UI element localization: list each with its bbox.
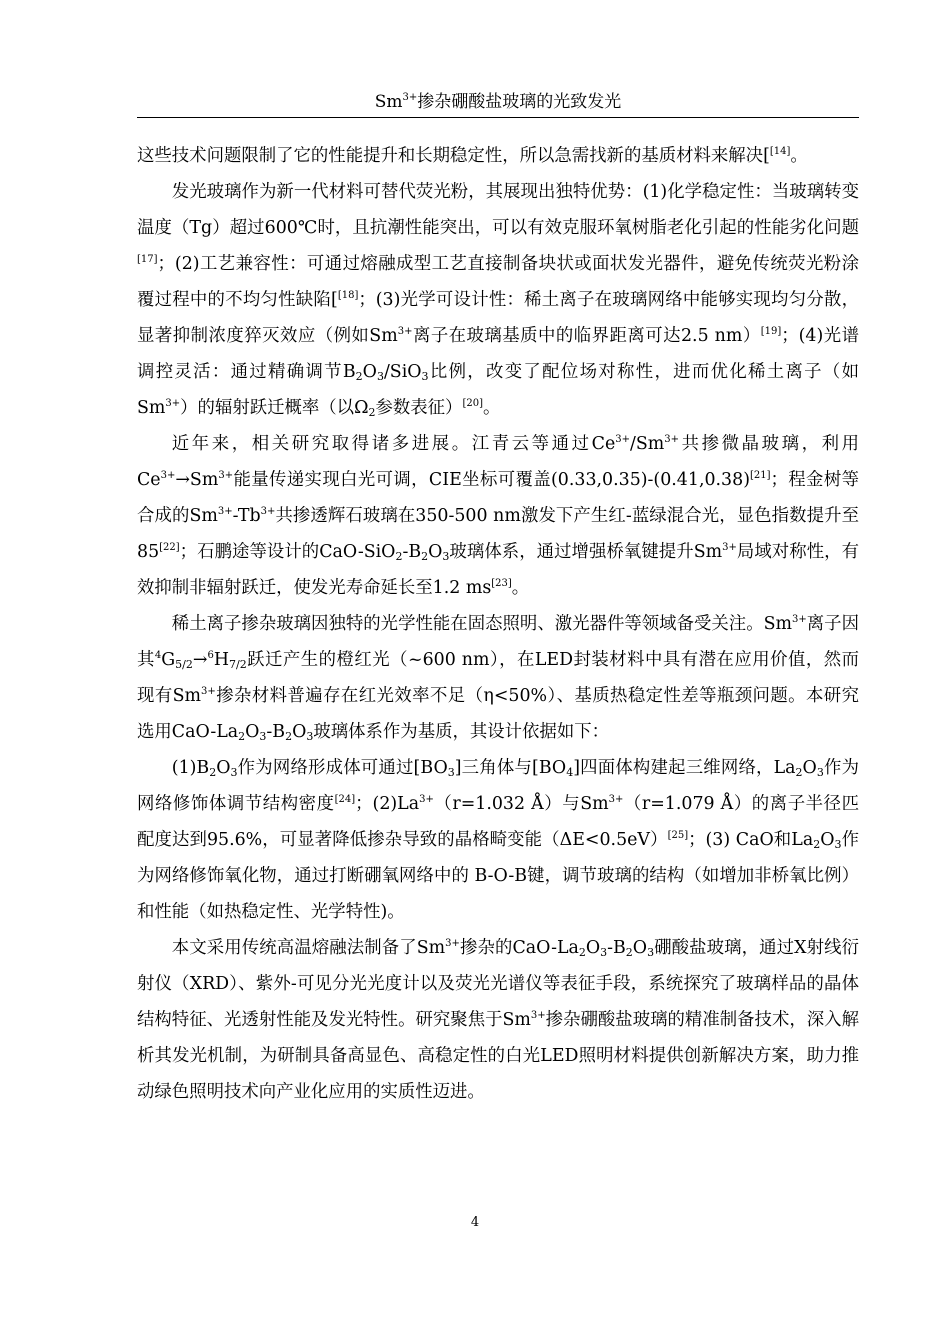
subscript: 2 [395,550,403,563]
text-run: ）的辐射跃迁概率（以Ω [180,398,369,418]
subscript: 7/2 [228,658,247,671]
text-run: -Tb [232,506,261,526]
text-run: O [428,542,443,562]
paragraph-continuation [137,138,859,174]
text-run: ]四面体构建起三维网络，La [573,758,796,778]
header-rule [137,117,859,118]
superscript: 3+ [664,434,680,445]
subscript: 3 [421,370,429,383]
text-run: 掺杂的CaO-La [459,938,579,958]
superscript: [22] [159,542,180,553]
subscript: 3 [259,730,267,743]
superscript: 3+ [445,938,460,949]
text-run: /SiO [383,362,422,382]
subscript: 3 [600,946,608,959]
superscript: [18] [337,290,359,301]
text-run: O [216,758,231,778]
superscript: 4 [154,650,162,661]
text-run: 发光玻璃作为新一代材料可替代荧光粉，其展现出独特优势：(1)化学稳定性：当玻璃转变温度（Tg）超过600℃时，且抗潮性能突出，可以有效克服环氧树脂老化引起的性能劣化问题 [137,182,859,238]
subscript: 2 [368,406,376,419]
superscript: 3+ [792,614,807,625]
text-run: 这些技术问题限制了它的性能提升和长期稳定性，所以急需找新的基质材料来解决[ [137,146,770,166]
body-text [137,138,859,1110]
text-run: → [192,650,208,670]
header-title-prefix: Sm [374,92,403,112]
superscript: 3+ [217,506,233,517]
text-run: 近年来，相关研究取得诸多进展。江青云等通过Ce [171,434,616,454]
text-run: ；(2)工艺兼容性：可通过熔融成型工艺直接制备块状或面状发光器件，避免传统荧光粉涂覆过程中的不均匀性缺陷[ [137,254,859,310]
text-run: 硼酸盐玻璃，通过X射线衍射仪（XRD）、紫外-可见分光光度计以及荧光光谱仪等表征手段，系统探究了玻璃样品的晶体结构特征、光透射性能及发光特性。研究聚焦于Sm [137,938,860,1030]
paragraph-recent-progress [137,426,859,606]
superscript: 3+ [397,326,413,337]
superscript: [23] [491,578,512,589]
subscript: 2 [578,946,586,959]
superscript: [14] [769,146,791,157]
superscript: 3+ [260,506,276,517]
text-run: 玻璃体系作为基质，其设计依据如下： [313,722,609,742]
superscript: [19] [760,326,782,337]
text-run: 。 [511,578,530,598]
text-run: 比例，改变了配位场对称性，进而优化稀土离子（如Sm [137,362,860,418]
text-run: O [802,758,817,778]
text-run: 。 [482,398,501,418]
text-run: ；程金树等合成的Sm [137,470,859,526]
subscript: 2 [795,766,803,779]
subscript: 3 [306,730,314,743]
superscript: 3+ [218,470,234,481]
text-run: G [161,650,176,670]
text-run: -B [607,938,626,958]
superscript: 3+ [722,542,737,553]
text-run: ；(4)光谱调控灵活：通过精确调节B [137,326,859,382]
text-run: 。 [790,146,808,166]
text-run: -B [266,722,286,742]
text-run: ；石鹏途等设计的CaO-SiO [179,542,396,562]
running-header [137,90,859,115]
superscript: [21] [749,470,771,481]
subscript: 2 [209,766,217,779]
subscript: 5/2 [175,658,193,671]
subscript: 3 [442,550,450,563]
paragraph-design-basis [137,750,859,930]
text-run: 本文采用传统高温熔融法制备了Sm [171,938,446,958]
text-run: 共掺微晶玻璃，利用Ce [137,434,859,490]
paragraph-rare-earth-doped-glass [137,606,859,750]
subscript: 3 [376,370,384,383]
subscript: 2 [285,730,293,743]
text-run: (1)B [171,758,210,778]
text-run: 跃迁产生的橙红光（~600 nm），在LED封装材料中具有潜在应用价值，然而现有Sm [137,650,859,706]
text-run: （r=1.032 Å）与Sm [433,794,609,814]
paragraph-study-summary [137,930,859,1110]
superscript: 3+ [165,398,181,409]
text-run: 离子在玻璃基质中的临界距离可达2.5 nm） [412,326,761,346]
superscript: [24] [334,794,356,805]
text-run: O [362,362,377,382]
text-run: 局域对称性，有效抑制非辐射跃迁，使发光寿命延长至1.2 ms [137,542,859,598]
text-run: H [213,650,229,670]
text-run: ；(3) CaO和La [688,830,814,850]
superscript: [20] [462,398,483,409]
text-run: ]三角体与[BO [454,758,567,778]
subscript: 3 [647,946,655,959]
page-number: 4 [470,1215,480,1230]
text-run: 参数表征） [375,398,463,418]
subscript: 3 [447,766,455,779]
paragraph-luminescent-glass-advantages [137,174,859,426]
text-run: /Sm [630,434,665,454]
text-run: ；(3)光学可设计性：稀土离子在玻璃网络中能够实现均匀分散，显著抑制浓度猝灭效应（例如Sm [137,290,859,346]
text-run: O [820,830,835,850]
subscript: 2 [813,838,821,851]
superscript: 3+ [608,794,624,805]
superscript: 3+ [419,794,434,805]
text-run: O [292,722,307,742]
text-run: 掺杂材料普遍存在红光效率不足（η<50%）、基质热稳定性差等瓶颈问题。本研究选用CaO-La [137,686,859,742]
superscript: [25] [667,830,689,841]
subscript: 2 [355,370,363,383]
superscript: 3+ [201,686,216,697]
text-run: 作为网络修饰氧化物，通过打断硼氧网络中的 B-O-B键，调节玻璃的结构（如增加非桥氧比例）和性能（如热稳定性、光学特性)。 [137,830,859,922]
subscript: 3 [816,766,824,779]
text-run: 作为网络修饰体调节结构密度 [137,758,859,814]
text-run: O [585,938,601,958]
superscript: [17] [137,254,158,265]
subscript: 2 [625,946,633,959]
text-run: （r=1.079 Å）的离子半径匹配度达到95.6%，可显著降低掺杂导致的晶格畸变能（ΔE<0.5eV） [137,794,859,850]
subscript: 3 [230,766,238,779]
superscript: 3+ [615,434,631,445]
subscript: 2 [421,550,429,563]
text-run: O [245,722,260,742]
superscript: 3+ [530,1010,546,1021]
text-run: 能量传递实现白光可调，CIE坐标可覆盖(0.33,0.35)-(0.41,0.38) [233,470,750,490]
text-run: 共掺透辉石玻璃在350-500 nm激发下产生红-蓝绿混合光，显色指数提升至85 [137,506,859,562]
subscript: 4 [566,766,574,779]
text-run: →Sm [175,470,219,490]
header-title-superscript: 3+ [402,92,418,103]
subscript: 3 [834,838,842,851]
superscript: 6 [207,650,214,661]
subscript: 2 [238,730,246,743]
text-run: -B [402,542,422,562]
text-run: 掺杂硼酸盐玻璃的精准制备技术，深入解析其发光机制，为研制具备高显色、高稳定性的白光LED照明材料提供创新解决方案，助力推动绿色照明技术向产业化应用的实质性迈进。 [137,1010,859,1102]
text-run: 玻璃体系，通过增强桥氧键提升Sm [449,542,723,562]
superscript: 3+ [160,470,176,481]
header-title-suffix: 掺杂硼酸盐玻璃的光致发光 [417,92,622,112]
text-run: O [632,938,648,958]
text-run: 离子因其 [137,614,859,670]
text-run: ；(2)La [355,794,420,814]
text-run: 作为网络形成体可通过[BO [237,758,448,778]
text-run: 稀土离子掺杂玻璃因独特的光学性能在固态照明、激光器件等领域备受关注。Sm [171,614,793,634]
